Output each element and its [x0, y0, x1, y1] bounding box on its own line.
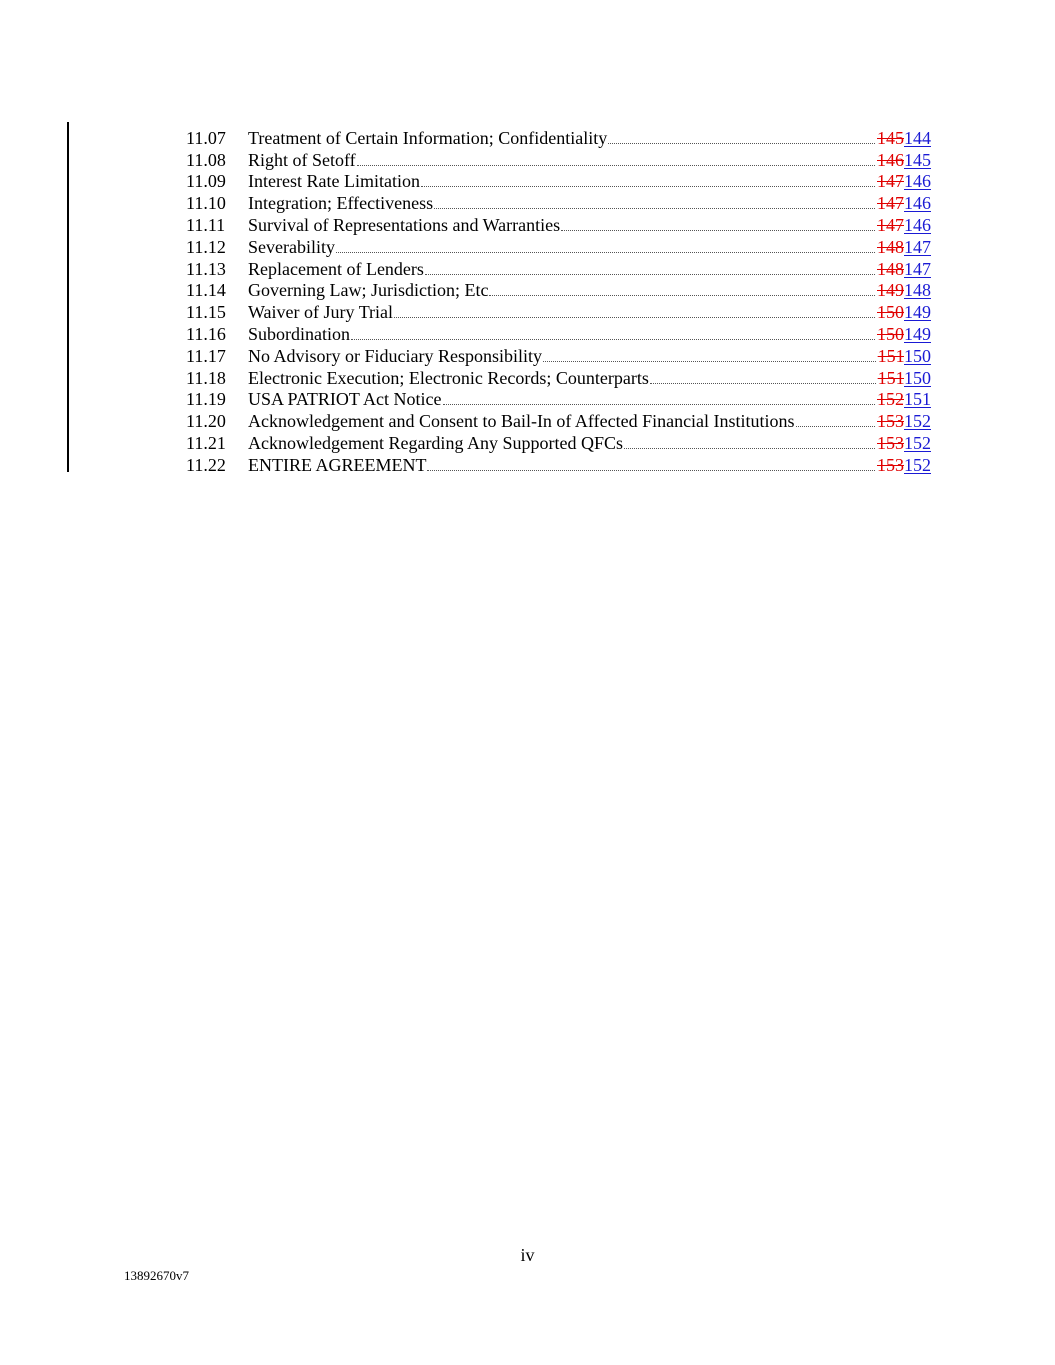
toc-page-numbers — [877, 259, 931, 279]
toc-section-title: No Advisory or Fiduciary Responsibility — [248, 345, 542, 366]
dot-leader — [357, 165, 875, 166]
dot-leader — [796, 426, 875, 427]
dot-leader — [443, 404, 875, 405]
toc-section-number: 11.15 — [186, 302, 226, 323]
toc-section-title: Acknowledgement and Consent to Bail-In of Affected Financial Institutions — [248, 411, 795, 432]
toc-page-numbers — [877, 302, 931, 322]
toc-entry[interactable] — [186, 409, 931, 431]
toc-section-number: 11.18 — [186, 367, 226, 388]
toc-page-numbers — [877, 280, 931, 300]
toc-section-title: Acknowledgement Regarding Any Supported QFCs — [248, 432, 623, 453]
dot-leader — [351, 339, 875, 340]
toc-entry[interactable] — [186, 126, 931, 148]
inserted-page-number-link[interactable]: 144 — [904, 127, 931, 148]
inserted-page-number-link[interactable]: 149 — [904, 323, 931, 344]
inserted-page-number-link[interactable]: 152 — [904, 432, 931, 453]
toc-entry[interactable] — [186, 235, 931, 257]
toc-page-numbers — [877, 128, 931, 148]
toc-section-title: Subordination — [248, 323, 350, 344]
page-number: iv — [520, 1245, 535, 1265]
deleted-page-number: 145 — [877, 127, 904, 148]
toc-section-title: Right of Setoff — [248, 149, 356, 170]
inserted-page-number-link[interactable]: 145 — [904, 149, 931, 170]
deleted-page-number: 148 — [877, 236, 904, 257]
dot-leader — [434, 208, 875, 209]
toc-section-number: 11.14 — [186, 280, 226, 301]
toc-page-numbers — [877, 171, 931, 191]
dot-leader — [561, 230, 875, 231]
toc-page-numbers — [877, 215, 931, 235]
inserted-page-number-link[interactable]: 148 — [904, 280, 931, 301]
deleted-page-number: 149 — [877, 280, 904, 301]
deleted-page-number: 147 — [877, 214, 904, 235]
toc-page-numbers — [877, 324, 931, 344]
toc-entry[interactable] — [186, 322, 931, 344]
toc-entry[interactable] — [186, 453, 931, 475]
toc-entry[interactable] — [186, 344, 931, 366]
dot-leader — [543, 361, 876, 362]
inserted-page-number-link[interactable]: 146 — [904, 193, 931, 214]
deleted-page-number: 147 — [877, 171, 904, 192]
document-id: 13892670v7 — [124, 1268, 189, 1283]
toc-section-number: 11.17 — [186, 345, 226, 366]
toc-section-number: 11.16 — [186, 323, 226, 344]
deleted-page-number: 150 — [877, 302, 904, 323]
toc-section-number: 11.10 — [186, 193, 226, 214]
inserted-page-number-link[interactable]: 149 — [904, 302, 931, 323]
inserted-page-number-link[interactable]: 152 — [904, 454, 931, 475]
toc-section-number: 11.11 — [186, 214, 226, 235]
deleted-page-number: 148 — [877, 258, 904, 279]
toc-section-number: 11.09 — [186, 171, 226, 192]
inserted-page-number-link[interactable]: 147 — [904, 236, 931, 257]
deleted-page-number: 147 — [877, 193, 904, 214]
toc-page-numbers — [877, 433, 931, 453]
toc-entry[interactable] — [186, 431, 931, 453]
inserted-page-number-link[interactable]: 150 — [904, 367, 931, 388]
inserted-page-number-link[interactable]: 147 — [904, 258, 931, 279]
toc-section-title: Interest Rate Limitation — [248, 171, 420, 192]
inserted-page-number-link[interactable]: 146 — [904, 171, 931, 192]
deleted-page-number: 153 — [877, 454, 904, 475]
dot-leader — [608, 143, 875, 144]
toc-page-numbers — [877, 389, 931, 409]
deleted-page-number: 146 — [877, 149, 904, 170]
toc-entry[interactable] — [186, 148, 931, 170]
toc-section-number: 11.22 — [186, 454, 226, 475]
toc-section-title: Governing Law; Jurisdiction; Etc — [248, 280, 489, 301]
dot-leader — [624, 448, 875, 449]
toc-section-number: 11.19 — [186, 389, 226, 410]
toc-page-numbers — [878, 346, 931, 366]
toc-section-title: Survival of Representations and Warranties — [248, 214, 561, 235]
inserted-page-number-link[interactable]: 150 — [904, 345, 931, 366]
toc-section-title: USA PATRIOT Act Notice — [248, 389, 442, 410]
dot-leader — [489, 295, 875, 296]
toc-entry[interactable] — [186, 300, 931, 322]
deleted-page-number: 151 — [877, 367, 904, 388]
toc-page-numbers — [877, 411, 931, 431]
toc-section-number: 11.21 — [186, 432, 226, 453]
toc-section-number: 11.08 — [186, 149, 226, 170]
toc-entry[interactable] — [186, 279, 931, 301]
inserted-page-number-link[interactable]: 151 — [904, 389, 931, 410]
toc-section-title: Electronic Execution; Electronic Records; Counterparts — [248, 367, 649, 388]
inserted-page-number-link[interactable]: 152 — [904, 411, 931, 432]
toc-section-title: Replacement of Lenders — [248, 258, 424, 279]
toc-entry[interactable] — [186, 191, 931, 213]
toc-page-numbers — [877, 150, 931, 170]
toc-section-number: 11.13 — [186, 258, 226, 279]
toc-section-title: Treatment of Certain Information; Confidentiality — [248, 127, 608, 148]
toc-page-numbers — [878, 368, 931, 388]
toc-section-number: 11.20 — [186, 411, 226, 432]
toc-entry[interactable] — [186, 257, 931, 279]
dot-leader — [650, 383, 876, 384]
deleted-page-number: 152 — [877, 389, 904, 410]
deleted-page-number: 153 — [877, 411, 904, 432]
dot-leader — [421, 186, 875, 187]
deleted-page-number: 150 — [877, 323, 904, 344]
dot-leader — [425, 274, 875, 275]
dot-leader — [427, 470, 875, 471]
dot-leader — [394, 317, 875, 318]
toc-section-title: Integration; Effectiveness — [248, 193, 434, 214]
toc-section-title: Severability — [248, 236, 335, 257]
toc-section-number: 11.07 — [186, 127, 226, 148]
toc-section-title: Waiver of Jury Trial — [248, 302, 394, 323]
deleted-page-number: 151 — [877, 345, 904, 366]
dot-leader — [336, 252, 875, 253]
toc-entry[interactable] — [186, 213, 931, 235]
inserted-page-number-link[interactable]: 146 — [904, 214, 931, 235]
toc-page-numbers — [877, 237, 931, 257]
toc-entry[interactable] — [186, 170, 931, 192]
table-of-contents — [186, 126, 931, 475]
toc-entry[interactable] — [186, 366, 931, 388]
toc-page-numbers — [877, 455, 931, 475]
toc-section-title: ENTIRE AGREEMENT — [248, 454, 427, 475]
deleted-page-number: 153 — [877, 432, 904, 453]
toc-section-number: 11.12 — [186, 236, 226, 257]
toc-entry[interactable] — [186, 388, 931, 410]
revision-change-bar — [67, 122, 69, 472]
toc-page-numbers — [877, 193, 931, 213]
